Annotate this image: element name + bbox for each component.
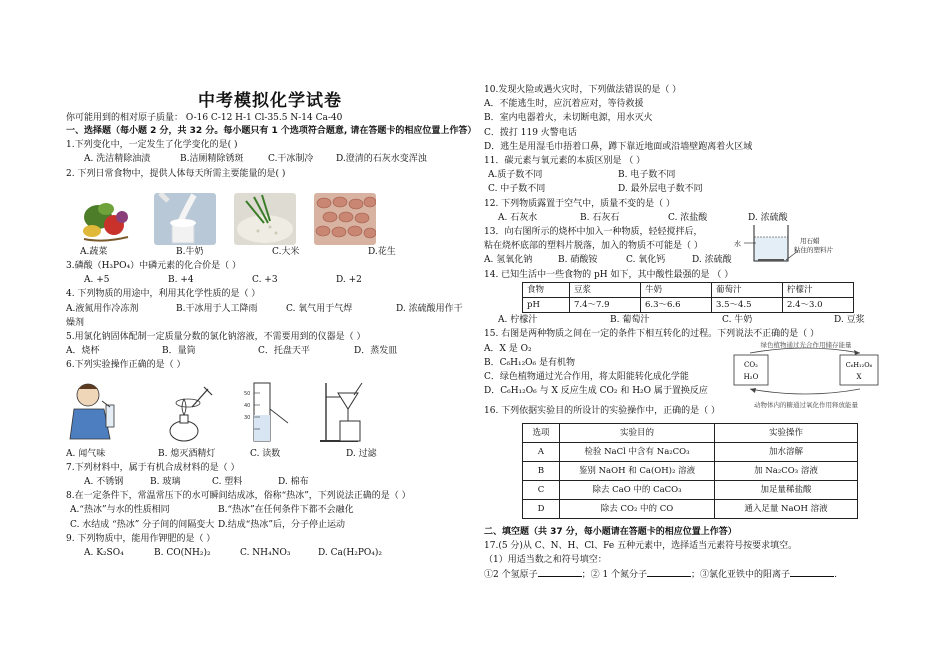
table-header-cell: 实验操作	[715, 423, 858, 442]
q9-option-b: B. CO(NH₂)₂	[154, 548, 211, 559]
q14-ph-table	[522, 282, 854, 313]
q4-option-a: A.液氮用作冷冻剂	[66, 303, 139, 314]
rice-image	[234, 193, 296, 245]
q7-option-a: A. 不锈钢	[84, 477, 124, 488]
q2-option-c: C.大米	[272, 246, 300, 257]
q13-option-b: B. 硝酸铵	[558, 255, 598, 266]
q9-stem: 9. 下列物质中，能用作钾肥的是（ ）	[66, 533, 216, 544]
graduated-cylinder-figure	[242, 379, 292, 445]
q1-option-b: B.洁厕精除锈斑	[180, 154, 244, 165]
answer-blank[interactable]	[538, 567, 582, 577]
q12-option-a: A. 石灰水	[498, 212, 538, 223]
q4-option-b: B.干冰用于人工降雨	[176, 303, 258, 314]
diagram-glucose: C₆H₁₂O₆	[845, 361, 873, 370]
q15-option-a: A．X 是 O₂	[484, 343, 532, 354]
table-header-cell: 葡萄汁	[712, 282, 783, 297]
q11-stem: 11．碳元素与氧元素的本质区别是 （ ）	[484, 156, 646, 167]
table-cell: C	[523, 480, 560, 499]
q17-blank-label-4: .	[834, 570, 837, 581]
q15-option-c: C．绿色植物通过光合作用，将太阳能转化成化学能	[484, 372, 689, 383]
q3-option-b: B. +4	[168, 275, 194, 286]
diagram-bottom-label: 动物体内的糖通过氧化作用释放能量	[754, 401, 858, 410]
q17-sub: （1）用适当数之和符号填空：	[484, 555, 607, 566]
q17-blank-label-2: ；② 1 个氮分子	[581, 570, 648, 581]
q14-option-a: A. 柠檬汁	[498, 315, 538, 326]
q10-option-d: D．逃生是用湿毛巾捂着口鼻，蹲下靠近地面或沿墙壁跑离着火区域	[484, 141, 753, 152]
table-cell: 6.3～6.6	[641, 298, 712, 313]
q5-options	[66, 344, 472, 358]
q13-option-d: D. 浓硫酸	[692, 255, 732, 266]
table-cell: 3.5～4.5	[712, 298, 783, 313]
table-cell: 加 Na₂CO₃ 溶液	[715, 461, 858, 480]
q11-options-ab	[488, 168, 894, 182]
q8-option-d: D.结成“热冰”后，分子停止运动	[218, 519, 345, 530]
q8-options-ab	[70, 503, 472, 517]
table-row	[523, 282, 854, 297]
q12-stem: 12. 下列物质露置于空气中，质量不变的是（ ）	[484, 198, 676, 209]
table-row	[523, 442, 858, 461]
table-header-cell: 柠檬汁	[783, 282, 854, 297]
q2-images	[74, 183, 472, 245]
q17-blank-label-3: ；③氯化亚铁中的阳离子	[691, 570, 791, 581]
diagram-h2o: H₂O	[743, 373, 759, 382]
q3-option-a: A. +5	[84, 275, 110, 286]
left-column	[66, 88, 477, 560]
table-cell: 除去 CaO 中的 CaCO₃	[560, 480, 715, 499]
q13-block	[484, 225, 894, 268]
table-row	[523, 298, 854, 313]
beaker-water-label: 水	[734, 240, 741, 249]
q4-option-c: C. 氧气用于气焊	[286, 303, 353, 314]
q9-option-c: C. NH₄NO₃	[240, 548, 291, 559]
q4-stem: 4. 下列物质的用途中，利用其化学性质的是（ ）	[66, 289, 261, 300]
q8-option-a: A.“热冰”与水的性质相同	[70, 505, 170, 516]
q2-option-b: B.牛奶	[176, 246, 204, 257]
q3-stem: 3.磷酸（H₃PO₄）中磷元素的化合价是（ ）	[66, 261, 241, 272]
q1-stem: 1.下列变化中，一定发生了化学变化的是( )	[66, 140, 238, 151]
table-header-cell: 实验目的	[560, 423, 715, 442]
q7-option-c: C. 塑料	[212, 477, 243, 488]
q9-option-d: D. Ca(H₂PO₄)₂	[318, 548, 382, 559]
table-header-cell: 食物	[523, 282, 570, 297]
q11-option-c: C. 中子数不同	[488, 184, 546, 195]
table-cell: pH	[523, 298, 570, 313]
q14-option-b: B. 葡萄汁	[610, 315, 650, 326]
table-cell: 加水溶解	[715, 442, 858, 461]
diagram-top-label: 绿色植物通过光合作用储存能量	[760, 341, 852, 350]
q3-option-c: C. +3	[252, 275, 278, 286]
section2-heading: 二、填空题（共 37 分，每小题请在答题卡的相应位置上作答）	[484, 526, 737, 537]
peanut-image	[314, 193, 376, 245]
q11-option-d: D. 最外层电子数不同	[618, 184, 703, 195]
q10-option-a: A．不能逃生时，应沉着应对，等待救援	[484, 99, 644, 110]
q6-stem: 6.下列实验操作正确的是（ ）	[66, 360, 186, 371]
q6-options	[66, 447, 472, 461]
q13-line1: 13．向右图所示的烧杯中加入一种物质，轻轻搅拌后，	[484, 227, 703, 238]
answer-blank[interactable]	[790, 567, 834, 577]
q5-option-a: A．烧杯	[66, 346, 100, 357]
q5-stem: 5.用氯化钠固体配制一定质量分数的氯化钠溶液，不需要用到的仪器是（ ）	[66, 332, 366, 343]
conversion-diagram	[728, 339, 884, 411]
table-cell: 除去 CO₂ 中的 CO	[560, 499, 715, 518]
filtration-figure	[318, 379, 378, 445]
q1-option-c: C.干冰制冷	[268, 154, 314, 165]
q10-option-c: C．拨打 119 火警电话	[484, 127, 577, 138]
svg-text:40: 40	[244, 402, 251, 409]
q16-stem: 16. 下列依据实验目的所设计的实验操作中，正确的是（ ）	[484, 406, 721, 417]
q1-option-a: A. 洗洁精除油渍	[84, 154, 151, 165]
table-header-cell: 选项	[523, 423, 560, 442]
q13-option-a: A. 氢氧化钠	[484, 255, 533, 266]
diagram-x: X	[856, 373, 862, 382]
q8-options-cd	[70, 518, 472, 532]
svg-text:50: 50	[244, 390, 251, 397]
milk-image	[154, 193, 216, 245]
q13-line2: 粘在烧杯底部的塑料片脱落，加入的物质不可能是（ ）	[484, 241, 703, 252]
q2-option-d: D.花生	[368, 246, 396, 257]
q4-option-d-cont: 燥剂	[66, 317, 85, 328]
q8-stem: 8.在一定条件下，常温常压下的水可瞬间结成冰，俗称“热冰”，下列说法正确的是（ ）	[66, 491, 411, 502]
q7-stem: 7.下列材料中，属于有机合成材料的是（ ）	[66, 462, 240, 473]
q16-table	[522, 423, 858, 519]
q11-option-b: B. 电子数不同	[618, 170, 676, 181]
q6-option-b: B. 熄灭酒精灯	[158, 448, 216, 459]
table-header-cell: 豆浆	[570, 282, 641, 297]
q1-option-d: D.澄清的石灰水变浑浊	[336, 154, 427, 165]
q14-option-d: D. 豆浆	[834, 315, 865, 326]
table-header-cell: 牛奶	[641, 282, 712, 297]
table-cell: D	[523, 499, 560, 518]
q10-stem: 10.发现火险或遇火灾时，下列做法错误的是（ ）	[484, 85, 682, 95]
q17-blank-label-1: ①2 个氢原子	[484, 570, 538, 581]
q8-option-b: B.“热冰”在任何条件下都不会融化	[218, 505, 354, 516]
q8-option-c: C. 水结成 “热冰” 分子间的间隔变大	[70, 519, 215, 530]
beaker-label-1: 用石蜡	[800, 237, 820, 246]
q11-option-a: A.质子数不同	[488, 170, 543, 181]
q13-option-c: C. 氧化钙	[626, 255, 666, 266]
table-cell: B	[523, 461, 560, 480]
q3-option-d: D. +2	[336, 275, 362, 286]
q7-option-b: B. 玻璃	[150, 477, 181, 488]
table-cell: 加足量稀盐酸	[715, 480, 858, 499]
q2-options	[80, 245, 472, 259]
q10-option-b: B．室内电器着火，未切断电源，用水灭火	[484, 113, 653, 124]
alcohol-lamp-figure	[156, 379, 216, 445]
q12-option-b: B. 石灰石	[580, 212, 620, 223]
q4-option-d: D. 浓硫酸用作干	[396, 303, 463, 314]
q3-options	[84, 273, 472, 287]
q1-options	[84, 152, 472, 166]
svg-text:30: 30	[244, 414, 251, 421]
answer-blank[interactable]	[647, 567, 691, 577]
table-cell: 检验 NaCl 中含有 Na₂CO₃	[560, 442, 715, 461]
q6-option-d: D. 过滤	[346, 448, 377, 459]
q6-option-c: C. 读数	[250, 448, 281, 459]
q17-blanks	[484, 567, 894, 582]
q14-stem: 14. 已知生活中一些食物的 pH 如下，其中酸性最强的是 （ ）	[484, 269, 734, 280]
q12-option-d: D. 浓硫酸	[748, 212, 788, 223]
q17-stem: 17.(5 分)从 C、N、H、Cl、Fe 五种元素中，选择适当元素符号按要求填空。	[484, 540, 798, 551]
q9-option-a: A. K₂SO₄	[84, 548, 124, 559]
q5-option-c: C．托盘天平	[258, 346, 310, 357]
q11-options-cd	[488, 182, 894, 196]
atomic-masses: 你可能用到的相对原子质量： O-16 C-12 H-1 Cl-35.5 N-14 Ca-40	[66, 113, 343, 123]
q7-option-d: D. 棉布	[278, 477, 309, 488]
section1-heading: 一、选择题（每小题 2 分，共 32 分。每小题只有 1 个选项符合题意, 请在答题卡的相应位置上作答）	[66, 126, 477, 137]
q4-options	[66, 302, 472, 316]
q9-options	[84, 546, 472, 560]
q6-option-a: A. 闻气味	[66, 448, 106, 459]
q12-option-c: C. 浓盐酸	[668, 212, 708, 223]
table-cell: A	[523, 442, 560, 461]
q2-stem: 2. 下列日常食物中，提供人体每天所需主要能量的是( )	[66, 168, 286, 179]
table-cell: 2.4～3.0	[783, 298, 854, 313]
q15-option-d: D．C₆H₁₂O₆ 与 X 反应生成 CO₂ 和 H₂O 属于置换反应	[484, 386, 708, 397]
table-row	[523, 423, 858, 442]
vegetables-image	[74, 193, 136, 245]
table-row	[523, 461, 858, 480]
table-cell: 鉴别 NaOH 和 Ca(OH)₂ 溶液	[560, 461, 715, 480]
table-cell: 通入足量 NaOH 溶液	[715, 499, 858, 518]
q2-option-a: A.蔬菜	[80, 246, 108, 257]
table-row	[523, 499, 858, 518]
q14-option-c: C. 牛奶	[722, 315, 753, 326]
smell-operation-figure	[66, 379, 130, 445]
q15-block	[484, 327, 894, 410]
beaker-label-2: 粘住的塑料片	[794, 246, 833, 255]
page-title: 中考模拟化学试卷	[198, 91, 342, 111]
beaker-figure	[732, 221, 842, 265]
q15-stem: 15. 右图是两种物质之间在一定的条件下相互转化的过程。下列说法不正确的是（ ）	[484, 329, 820, 340]
q6-figures	[66, 375, 472, 445]
right-column	[484, 83, 894, 582]
q14-options	[498, 313, 894, 327]
q15-option-b: B．C₆H₁₂O₆ 是有机物	[484, 357, 576, 368]
q7-options	[84, 475, 472, 489]
q5-option-d: D．蒸发皿	[354, 346, 398, 357]
table-row	[523, 480, 858, 499]
q5-option-b: B．量筒	[162, 346, 196, 357]
table-cell: 7.4～7.9	[570, 298, 641, 313]
diagram-co2: CO₂	[744, 361, 758, 370]
